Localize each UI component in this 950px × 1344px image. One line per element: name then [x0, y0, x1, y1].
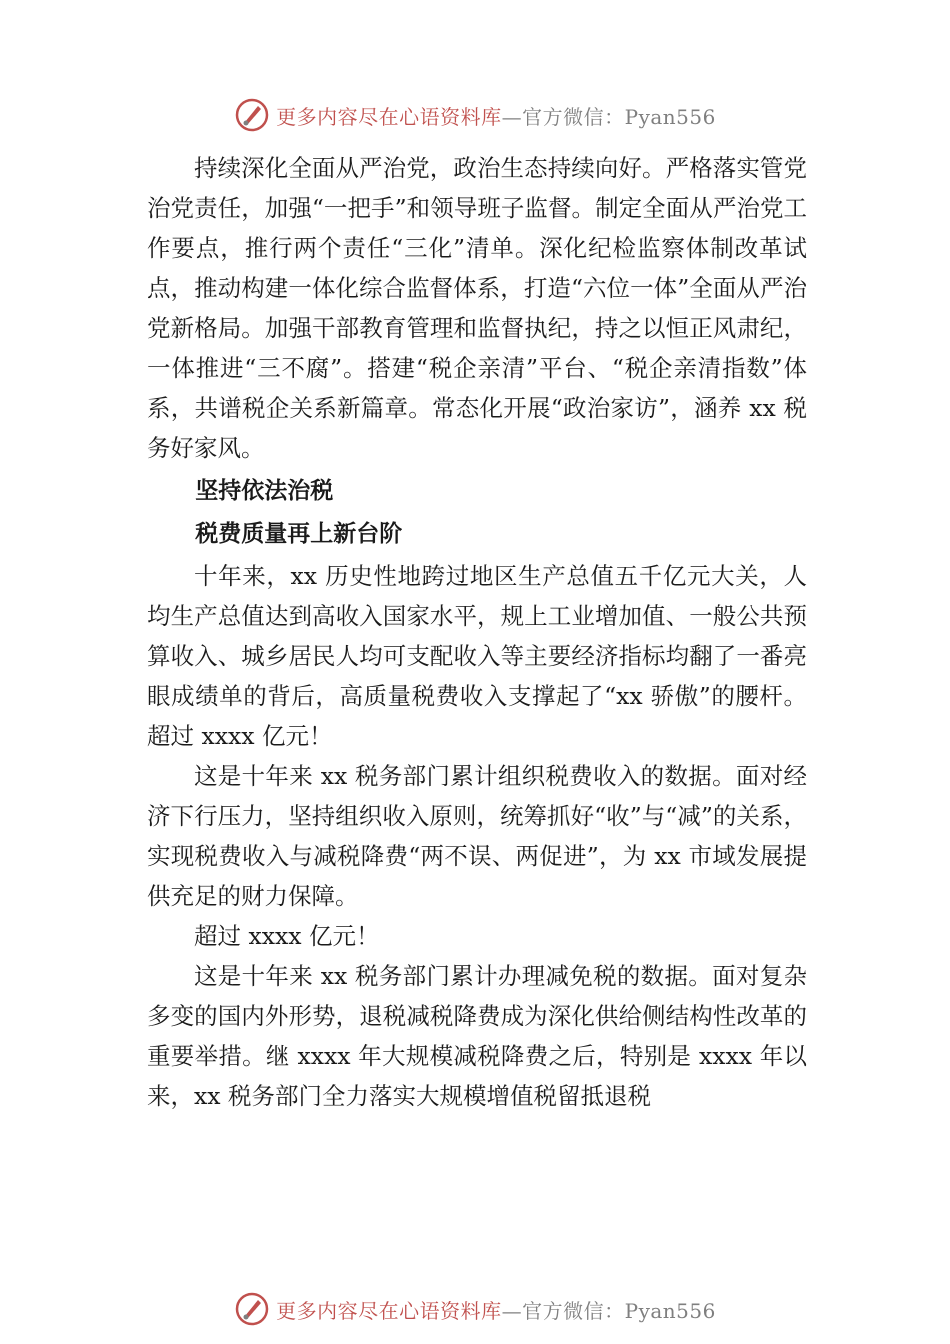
- banner-prefix: 更多内容尽在心语资料库: [276, 104, 502, 129]
- logo-icon: [234, 1291, 270, 1327]
- paragraph-tax-revenue: 这是十年来 xx 税务部门累计组织税费收入的数据。面对经济下行压力，坚持组织收入原则，统筹抓好“收”与“减”的关系，实现税费收入与减税降费“两不误、两促进”，为 xx 市域发展提供充足的财力保障。: [147, 762, 807, 910]
- banner-wechat-label: 官方微信：: [522, 1298, 625, 1323]
- banner-dash: —: [501, 1298, 523, 1323]
- banner-wechat-id: Pyan556: [624, 1298, 716, 1323]
- paragraph-ten-years: 十年来，xx 历史性地跨过地区生产总值五千亿元大关，人均生产总值达到高收入国家水平，规上工业增加值、一般公共预算收入、城乡居民人均可支配收入等主要经济指标均翻了一番亮眼成绩单的背后，高质量税费收入支撑起了“xx 骄傲”的腰杆。超过 xxxx 亿元！: [147, 562, 807, 750]
- footer-banner: [0, 1289, 950, 1329]
- banner-text: [276, 1295, 716, 1324]
- heading-rule-of-law: 坚持依法治税: [195, 478, 334, 504]
- logo-icon: [234, 97, 270, 133]
- banner-wechat-id: Pyan556: [624, 104, 716, 129]
- banner-prefix: 更多内容尽在心语资料库: [276, 1298, 502, 1323]
- banner-dash: —: [501, 104, 523, 129]
- banner-text: [276, 101, 716, 130]
- header-banner: [0, 95, 950, 135]
- paragraph-exceed: 超过 xxxx 亿元！: [194, 922, 380, 950]
- paragraph-party-governance: 持续深化全面从严治党，政治生态持续向好。严格落实管党治党责任，加强“一把手”和领导班子监督。制定全面从严治党工作要点，推行两个责任“三化”清单。深化纪检监察体制改革试点，推动构建一体化综合监督体系，打造“六位一体”全面从严治党新格局。加强干部教育管理和监督执纪，持之以恒正风肃纪，一体推进“三不腐”。搭建“税企亲清”平台、“税企亲清指数”体系，共谱税企关系新篇章。常态化开展“政治家访”，涵养 xx 税务好家风。: [147, 154, 807, 462]
- paragraph-tax-reduction: 这是十年来 xx 税务部门累计办理减免税的数据。面对复杂多变的国内外形势，退税减税降费成为深化供给侧结构性改革的重要举措。继 xxxx 年大规模减税降费之后，特别是 xxxx 年以来，xx 税务部门全力落实大规模增值税留抵退税: [147, 962, 807, 1110]
- banner-wechat-label: 官方微信：: [522, 104, 625, 129]
- document-body: [147, 148, 807, 1116]
- heading-tax-quality: 税费质量再上新台阶: [195, 521, 403, 547]
